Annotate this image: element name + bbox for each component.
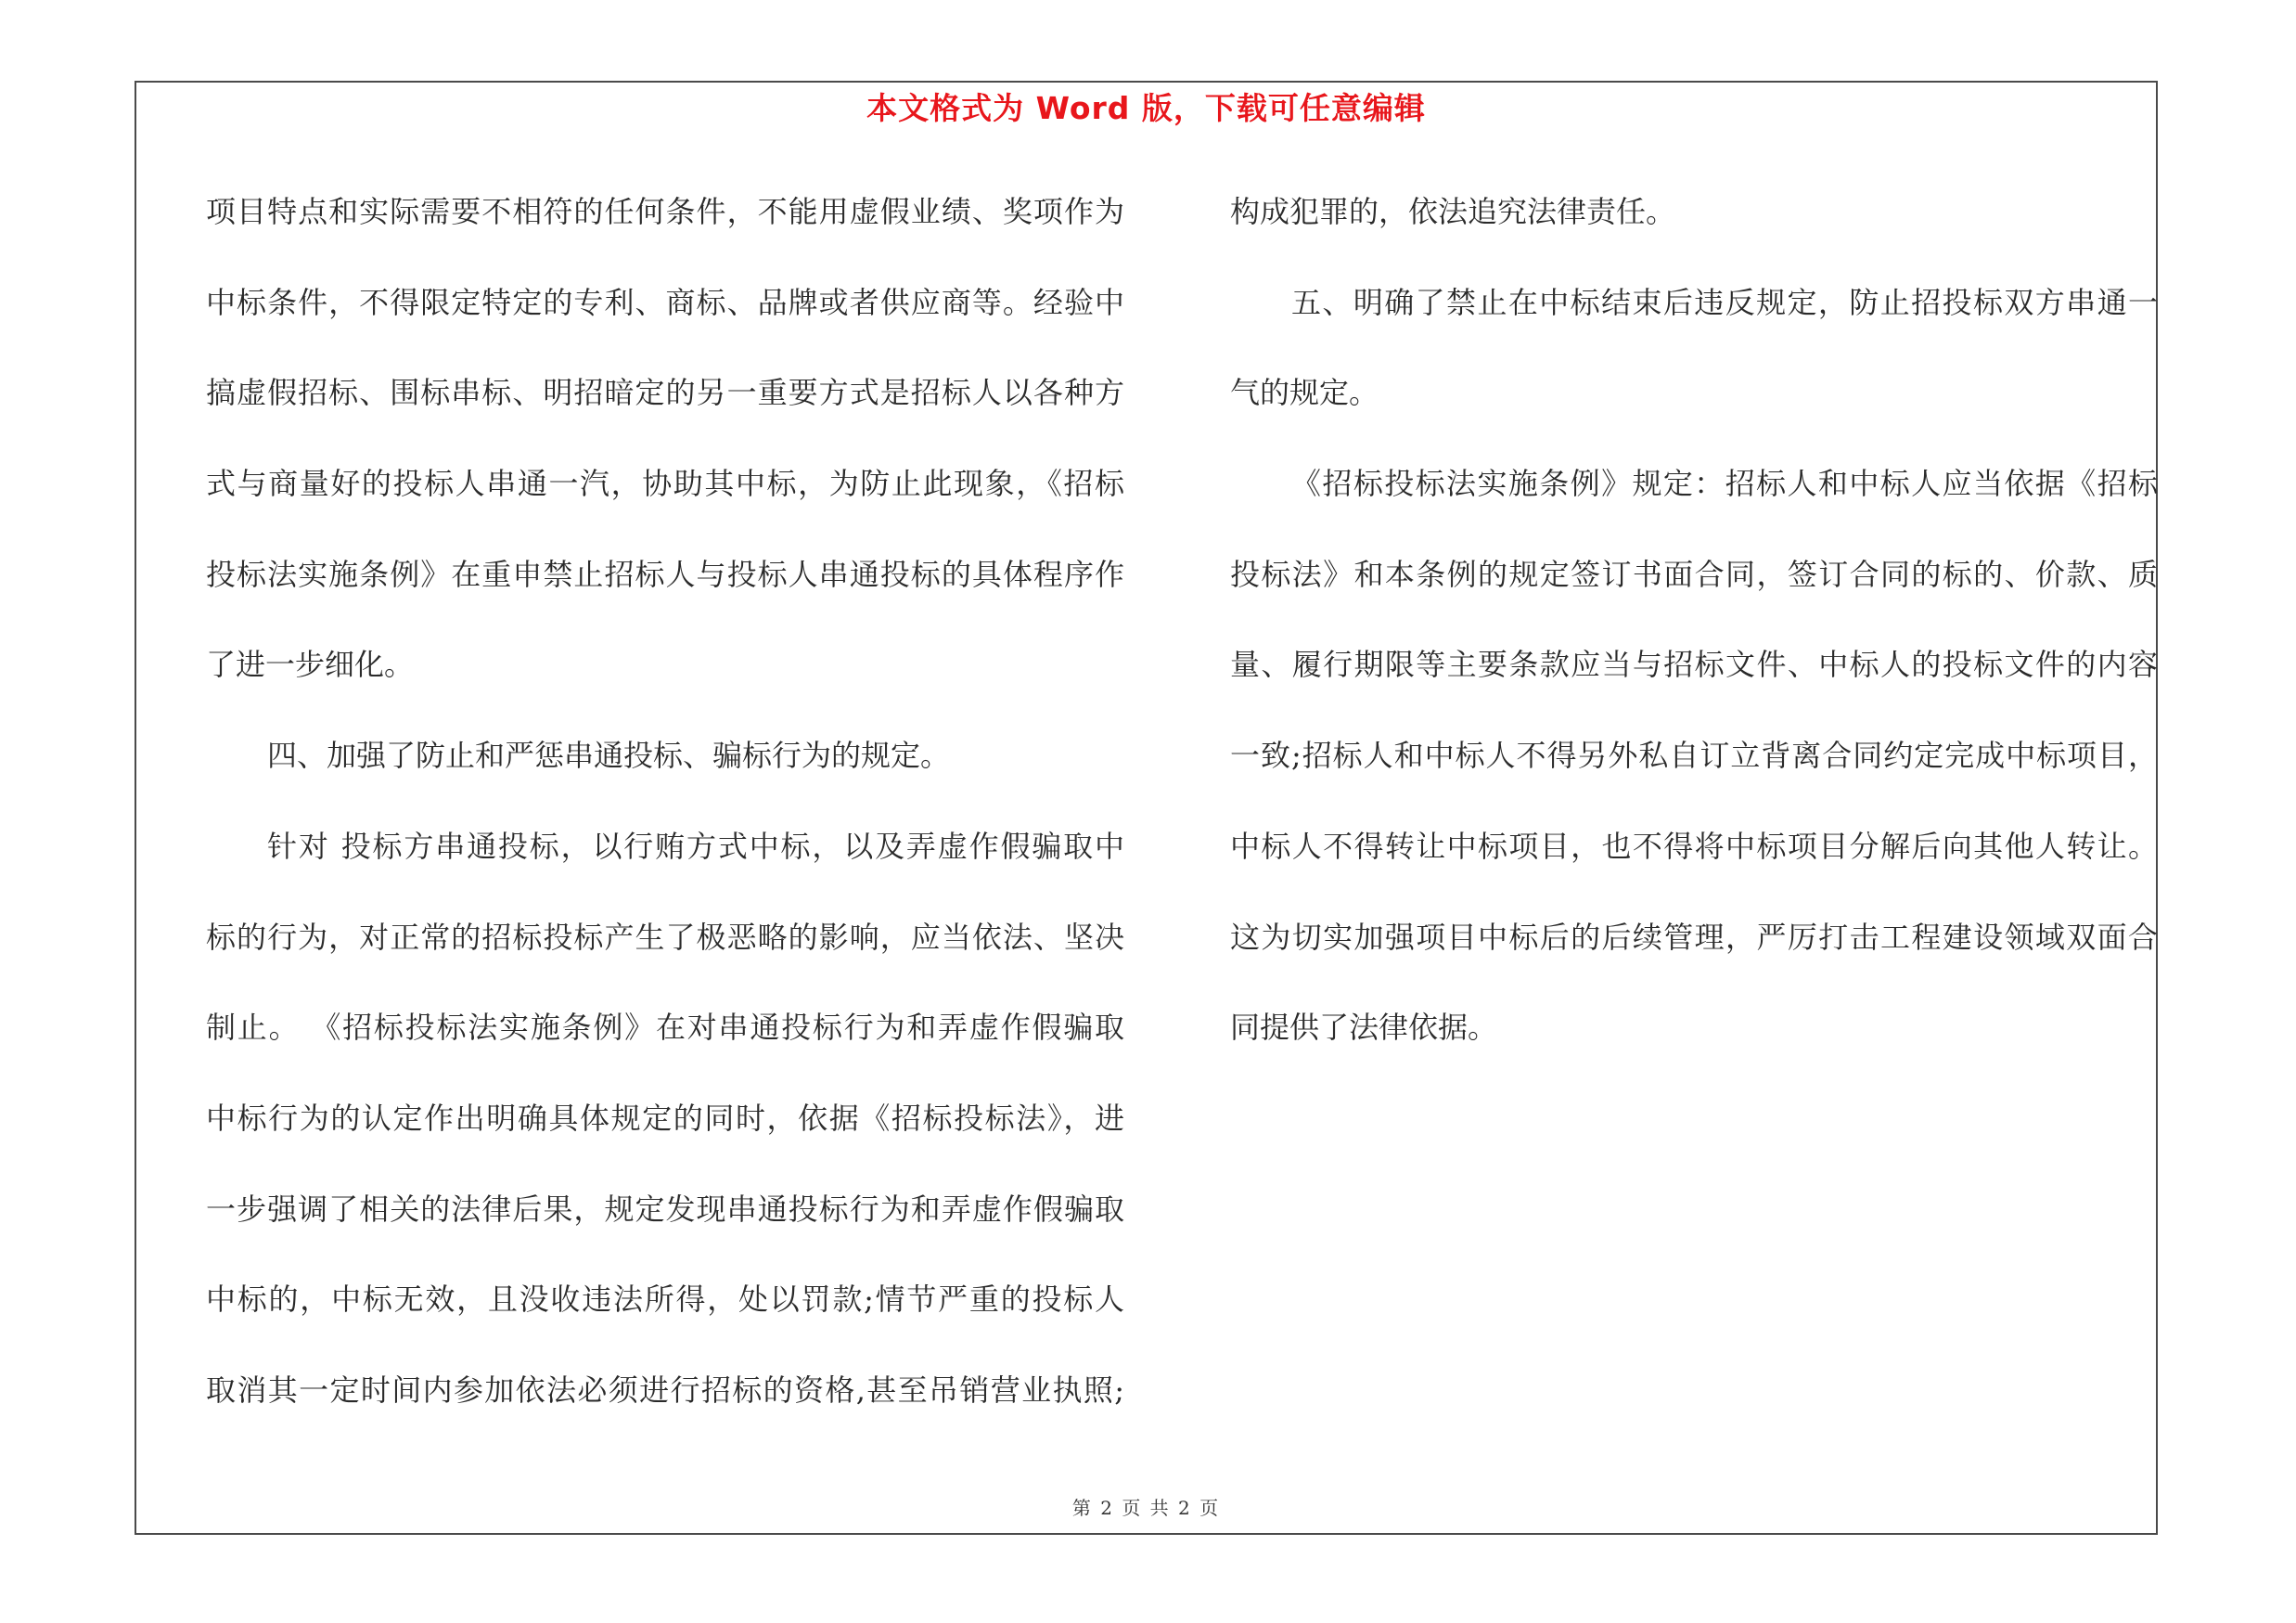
- text-line: 一步强调了相关的法律后果，规定发现串通投标行为和弄虚作假骗取: [206, 1191, 1124, 1227]
- section-heading-4: 四、加强了防止和严惩串通投标、骗标行为的规定。: [267, 738, 951, 774]
- text-line: 同提供了法律依据。: [1230, 1010, 1498, 1046]
- text-line: 投标法实施条例》在重申禁止招标人与投标人串通投标的具体程序作: [206, 556, 1124, 592]
- text-line: 中标人不得转让中标项目，也不得将中标项目分解后向其他人转让。: [1230, 828, 2158, 864]
- text-line: 投标法》和本条例的规定签订书面合同，签订合同的标的、价款、质: [1230, 556, 2158, 592]
- text-line: 项目特点和实际需要不相符的任何条件，不能用虚假业绩、奖项作为: [206, 194, 1124, 229]
- text-line: 《招标投标法实施条例》规定：招标人和中标人应当依据《招标: [1291, 466, 2158, 502]
- right-text-column: [1230, 184, 2158, 1090]
- text-line: 标的行为，对正常的招标投标产生了极恶略的影响，应当依法、坚决: [206, 919, 1124, 955]
- left-text-column: [206, 184, 1124, 1453]
- text-line: 中标的，中标无效，且没收违法所得，处以罚款;情节严重的投标人: [206, 1282, 1124, 1318]
- text-line: 式与商量好的投标人串通一汽，协助其中标，为防止此现象，《招标: [206, 466, 1124, 502]
- text-line: 量、履行期限等主要条款应当与招标文件、中标人的投标文件的内容: [1230, 647, 2158, 683]
- page-number: 第 2 页 共 2 页: [1071, 1497, 1221, 1519]
- text-line: 气的规定。: [1230, 375, 1379, 411]
- text-line: 搞虚假招标、围标串标、明招暗定的另一重要方式是招标人以各种方: [206, 375, 1124, 411]
- text-line: 这为切实加强项目中标后的后续管理，严厉打击工程建设领域双面合: [1230, 919, 2158, 955]
- text-line: 中标行为的认定作出明确具体规定的同时，依据《招标投标法》，进: [206, 1100, 1124, 1136]
- header-banner: 本文格式为 Word 版，下载可任意编辑: [866, 90, 1426, 126]
- section-heading-5: 五、明确了禁止在中标结束后违反规定，防止招投标双方串通一: [1291, 284, 2158, 320]
- text-line: 一致;招标人和中标人不得另外私自订立背离合同约定完成中标项目，: [1230, 738, 2158, 774]
- text-line: 针对 投标方串通投标，以行贿方式中标，以及弄虚作假骗取中: [267, 828, 1124, 864]
- text-line: 中标条件，不得限定特定的专利、商标、品牌或者供应商等。经验中: [206, 284, 1124, 320]
- text-line: 构成犯罪的，依法追究法律责任。: [1230, 194, 1676, 229]
- text-line: 取消其一定时间内参加依法必须进行招标的资格,甚至吊销营业执照;: [206, 1372, 1124, 1408]
- text-line: 了进一步细化。: [206, 647, 415, 683]
- text-line: 制止。 《招标投标法实施条例》在对串通投标行为和弄虚作假骗取: [206, 1010, 1124, 1046]
